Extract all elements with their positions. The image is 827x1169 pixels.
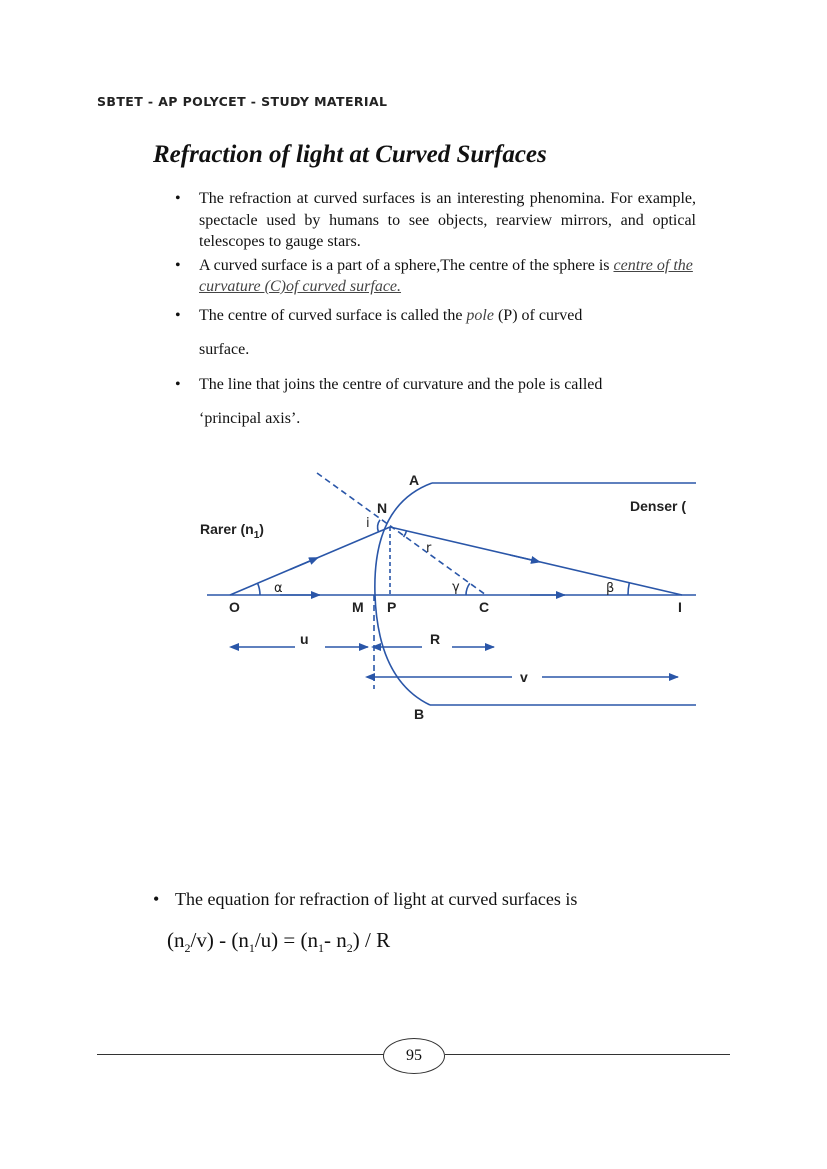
bullet-list xyxy=(174,188,696,436)
refraction-diagram xyxy=(190,465,696,727)
bullet-text: The centre of curved surface is called the xyxy=(199,306,467,324)
angle-r-arc xyxy=(404,531,407,537)
medium-label: Denser ( xyxy=(630,498,687,514)
distance-label: u xyxy=(300,631,309,647)
angle-alpha-arc xyxy=(258,583,260,595)
bullet-text: The line that joins the centre of curvature and the pole is called xyxy=(199,375,603,393)
footer-rule-right xyxy=(445,1054,730,1055)
bullet-text: (P) of curved xyxy=(493,306,583,324)
curved-surface xyxy=(375,483,432,705)
point-label: A xyxy=(409,472,420,488)
point-label: I xyxy=(678,599,682,615)
refracted-ray-arrow xyxy=(510,555,540,562)
emphasis-term: centre of the curvature (C)of curved surface. xyxy=(199,256,693,295)
angle-label: γ xyxy=(452,580,460,595)
point-label: B xyxy=(414,706,425,722)
point-label: M xyxy=(352,599,364,615)
point-label: P xyxy=(387,599,397,615)
page-title: Refraction of light at Curved Surfaces xyxy=(153,141,547,168)
bullet-item xyxy=(174,368,696,436)
angle-label: i xyxy=(366,516,370,531)
distance-label: v xyxy=(520,669,528,685)
angle-label: r xyxy=(426,541,432,556)
distance-label: R xyxy=(430,631,441,647)
bullet-icon: • xyxy=(153,889,160,909)
point-label: N xyxy=(377,500,388,516)
bullet-item xyxy=(174,188,696,253)
equation-intro xyxy=(153,889,577,910)
footer-rule-left xyxy=(97,1054,384,1055)
bullet-item xyxy=(174,255,696,298)
emphasis-term: pole xyxy=(466,306,494,324)
equation-intro-text: The equation for refraction of light at curved surfaces is xyxy=(175,889,578,909)
angle-label: β xyxy=(606,581,615,596)
normal-line xyxy=(317,473,486,595)
medium-label: Rarer $(n_1)$ xyxy=(200,521,264,541)
angle-gamma-arc xyxy=(466,583,470,595)
angle-i-arc xyxy=(378,520,380,532)
bullet-text: surface. xyxy=(199,340,250,358)
page-header: SBTET - AP POLYCET - STUDY MATERIAL xyxy=(97,94,388,109)
angle-beta-arc xyxy=(628,582,629,595)
bullet-text: ‘principal axis’. xyxy=(199,409,301,427)
refraction-equation: $(n_2/v) - (n_1/u) = (n_1-$ $n_2$) / R xyxy=(167,928,391,956)
incident-ray-arrow xyxy=(290,558,318,570)
bullet-item xyxy=(174,299,696,367)
angle-label: α xyxy=(274,581,283,596)
bullet-text: A curved surface is a part of a sphere,The centre of the sphere is xyxy=(199,256,614,274)
point-label: C xyxy=(479,599,490,615)
bullet-text: The refraction at curved surfaces is an interesting phenomina. For example, spectacle used by humans to see objects, rearview mirrors, and optical telescopes to gauge stars. xyxy=(199,190,696,250)
point-label: O xyxy=(229,599,240,615)
page-number: 95 xyxy=(383,1038,445,1074)
